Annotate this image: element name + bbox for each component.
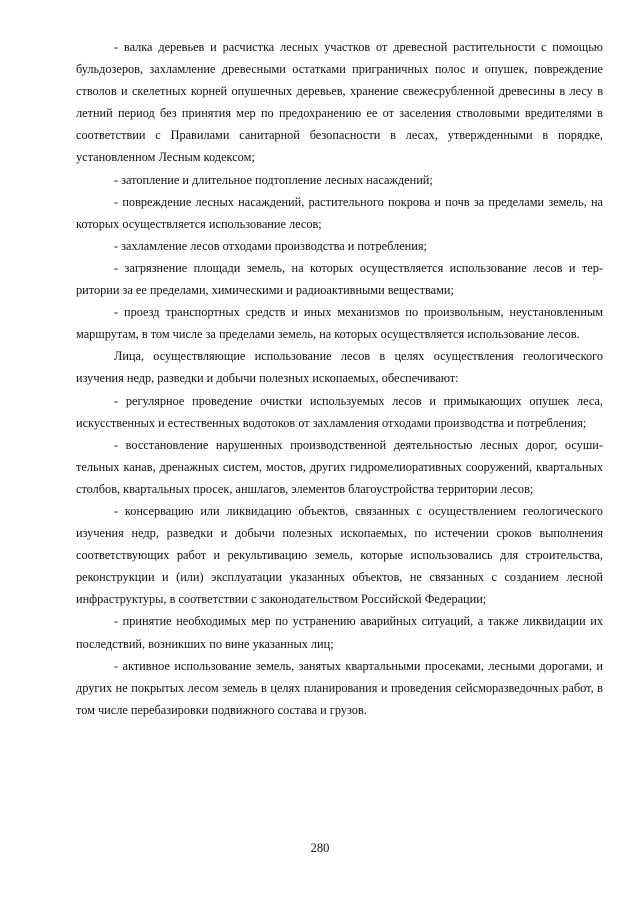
paragraph: - консервацию или ликвидацию объектов, связанных с осуществлением геологического изучения недр, разведки и добычи полезных ископаемых, по истечении сроков выполнения соответствующих работ и рекультивацию земель, которые использовались для строительства, реконструкции и (или) эксплуатации указанных объектов, не связанных с созданием лесной инфраструктуры, в соответствии с законодательством Российской Федерации; [76, 503, 603, 607]
paragraph: - регулярное проведение очистки используемых лесов и примыкающих опушек леса, искусственных и естественных водотоков от захламления отходами производства и потребления; [76, 393, 603, 430]
paragraph: - затопление и длительное подтопление лесных насаждений; [114, 172, 433, 187]
paragraph: - повреждение лесных насаждений, растительного покрова и почв за пределами земель, на которых осуществляется использование лесов; [76, 194, 603, 231]
paragraph: - валка деревьев и расчистка лесных участков от древесной растительности с помощью бульдозеров, захламление древесными остатками приграничных полос и опушек, повреждение стволов и скелетных корней опушечных деревьев, хранение свежесрубленной древесины в лесу в летний период без принятия мер по предохранению ее от заселения стволовыми вредителями в соответствии с Правилами санитарной безопасности в лесах, утвержденными в порядке, установленном Лесным кодексом; [76, 40, 603, 165]
paragraph: - принятие необходимых мер по устранению аварийных ситуаций, а также ликвидации их последствий, возникших по вине указанных лиц; [76, 614, 603, 651]
paragraph: - восстановление нарушенных производственной деятельностью лесных дорог, осушительных канав, дренажных систем, мостов, других гидромелиоративных сооружений, квартальных столбов, квартальных просек, аншлагов, элементов благоустройства территории лесов; [76, 437, 603, 496]
paragraph: - активное использование земель, занятых квартальными просеками, лесными дорогами, и других не покрытых лесом земель в целях планирования и проведения сейсморазведочных работ, в том числе перебазировки подвижного состава и грузов. [76, 658, 603, 717]
paragraph: - загрязнение площади земель, на которых осуществляется использование лесов и территории за ее пределами, химическими и радиоактивными веществами; [76, 260, 603, 298]
document-body [76, 36, 603, 721]
paragraph: - проезд транспортных средств и иных механизмов по произвольным, неустановленным маршрутам, в том числе за пределами земель, на которых осуществляется использование лесов. [76, 305, 603, 342]
paragraph: - захламление лесов отходами производства и потребления; [114, 238, 427, 253]
page-number: 280 [310, 841, 330, 855]
paragraph: Лица, осуществляющие использование лесов в целях осуществления геологического изучения недр, разведки и добычи полезных ископаемых, обеспечивают: [76, 349, 603, 386]
